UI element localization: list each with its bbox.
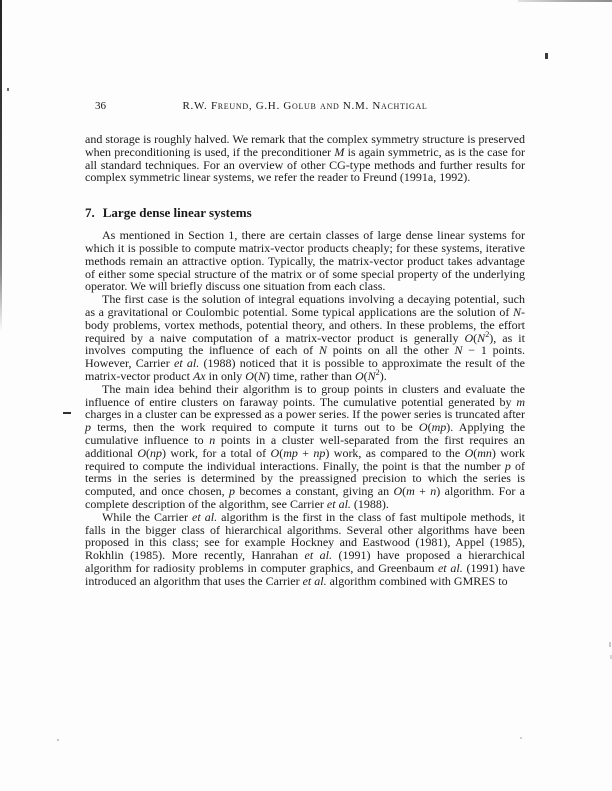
- scan-artifact-speck: [545, 53, 548, 59]
- scan-artifact-margin-dash: [63, 412, 71, 414]
- paragraph: The first case is the solution of integral equations involving a decaying potential, such as a gravitational or Coulombic potential. Some typical applications are the solution of N-body problems, vortex methods, potential theory, and others. In these problems, the effort required by a naive computation of a matrix-vector product is generally $O(N^2)$, as it involves computing the influence of each of N points on all the other N − 1 points. However, Carrier et al. (1988) noticed that it is possible to approximate the result of the matrix-vector product Ax in only O(N) time, rather than $O(N^2)$.: [85, 292, 525, 383]
- section-number: 7.: [85, 205, 95, 221]
- scan-artifact-faint-dot: [57, 739, 59, 741]
- scan-artifact-faint-dot: [520, 737, 522, 739]
- paragraph: The main idea behind their algorithm is to group points in clusters and evaluate the influence of entire clusters on faraway points. The cumulative potential generated by m charges in a cluster can be expressed as a power series. If the power series is truncated after p terms, then the work required to compute it turns out to be O(mp). Applying the cumulative influence to n points in a cluster well-separated from the first requires an additional O(np) work, for a total of O(mp + np) work, as compared to the O(mn) work required to compute the individual interactions. Finally, the point is that the number p of terms in the series is determined by the preassigned precision to which the series is computed, and once chosen, p becomes a constant, giving an O(m + n) algorithm. For a complete description of the algorithm, see Carrier et al. (1988).: [85, 381, 526, 511]
- scan-artifact-top-edge: [518, 0, 612, 2]
- paragraph: While the Carrier et al. algorithm is the first in the class of fast multipole methods, it falls in the bigger class of hierarchical algorithms. Several other algorithms have been proposed in this class; see for example Hockney and Eastwood (1981), Appel (1985), Rokhlin (1985). More recently, Hanrahan et al. (1991) have proposed a hierarchical algorithm for radiosity problems in computer graphics, and Greenbaum et al. (1991) have introduced an algorithm that uses the Carrier et al. algorithm combined with GMRES to: [85, 509, 526, 588]
- paragraph-continuation: and storage is roughly halved. We remark that the complex symmetry structure is preserved when preconditioning is used, if the preconditioner M is again symmetric, as is the case for all standard techniques. For an overview of other CG-type methods and further results for complex symmetric linear systems, we refer the reader to Freund (1991a, 1992).: [85, 132, 525, 185]
- running-head: [85, 100, 525, 113]
- text-column: [85, 100, 525, 588]
- section-title: Large dense linear systems: [102, 205, 252, 221]
- running-head-authors: R.W. Freund, G.H. Golub and N.M. Nachtigal: [182, 100, 428, 112]
- paragraph: As mentioned in Section 1, there are certain classes of large dense linear systems for which it is possible to compute matrix-vector products cheaply; for these systems, iterative methods remain an attractive option. Typically, the matrix-vector product takes advantage of either some special structure of the matrix or of some special property of the underlying operator. We will briefly discuss one situation from each class.: [85, 228, 525, 294]
- page-number: 36: [95, 100, 106, 112]
- scan-artifact-edge-tick: [609, 642, 611, 647]
- scan-artifact-left-edge: [0, 0, 2, 332]
- section-heading: [85, 205, 525, 220]
- scan-artifact-dot: [7, 88, 9, 91]
